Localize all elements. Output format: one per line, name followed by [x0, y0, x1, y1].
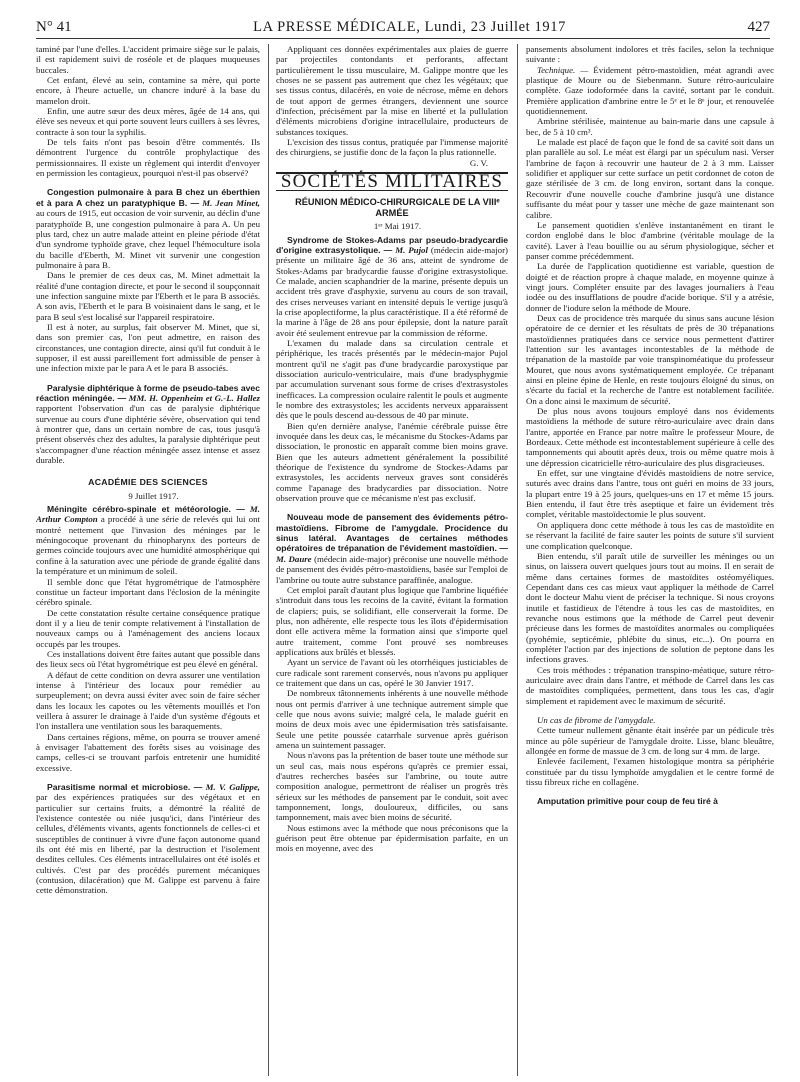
paragraph: Deux cas de procidence très marquée du sinus sans aucune lésion opératoire de ce dernier et les résultats de près de 30 trépanations mastoïdiennes pratiquées dans ce service nous permettent d'attirer l'attention sur les avantages incontestables de la méthode de trépanation de la mastoïde par voie transpinoméatique du professeur Mouret, que nous avons systématiquement employée. Ce trépanant ainsi en pleine épine de Henle, en reste toujours éloigné du sinus, on s'écarte du facial et la recherche de l'antre est notablement facilitée. On a donc ainsi le maximum de sécurité. — [526, 312, 774, 406]
section-heading: ACADÉMIE DES SCIENCES — [88, 477, 208, 488]
page-number: 427 — [747, 18, 770, 35]
article-author: M. Jean Minet, — [202, 197, 260, 208]
session-date: 1ᵉʳ Mai 1917. — [373, 221, 422, 232]
paragraph: Le malade est placé de façon que le fond de sa cavité soit dans un plan parallèle au sol. Le méat est élargi par un spéculum nasi. Verser l'ambrine de façon à recouvrir une hauteur de 2 à 3 mm. Laisser solidifier et appliquer sur cette surface un petit cordonnet de coton de gaze stérilisée de 3 cm. de long environ, sortant dans la conque. Recouvrir d'une nouvelle couche d'ambrine jusqu'à une distance suffisante du méat pour y tasser une mèche de gaze maintenant son calibre. — [526, 137, 774, 220]
paragraph: Nous estimons avec la méthode que nous préconisons que la guérison peut être obtenue par épidermisation parfaite, en un mois en moyenne, avec des — [276, 822, 508, 854]
meeting-heading: RÉUNION MÉDICO-CHIRURGICALE DE LA VIIIᵉ ARMÉE — [295, 197, 500, 218]
paragraph: Ayant un service de l'avant où les otorrhéiques justiciables de cure radicale sont rarement conservés, nous n'avons pu appliquer ce traitement que dans un cas, opéré le 30 Janvier 1917. — [276, 657, 508, 688]
article-author: M. Daure — [276, 553, 312, 564]
paragraph: De cette constatation résulte certaine conséquence pratique dont il y a lieu de tenir compte relativement à l'installation de nouveaux camps ou à l'aménagement des anciens locaux occupés par les troupes. — [36, 607, 260, 649]
paragraph: Dans certaines régions, même, on pourra se trouver amené à envisager l'abattement des forêts sises au voisinage des camps, celles-ci se trouvant parfois entretenir une humidité excessive. — [36, 731, 260, 773]
article-title: Parasitisme normal et microbiose. — — [47, 782, 203, 793]
paragraph: Ces trois méthodes : trépanation transpino-méatique, suture rétro-auriculaire avec drain dans l'antre, et méthode de Carrel dans les cas de mastoïdites compliquées, permettent, dans tous les cas, d'agir simplement et rapidement avec le maximum de sécurité. — [526, 664, 774, 706]
subsection-title: Un cas de fibrome de l'amygdale. — [537, 715, 656, 725]
article-title: Nouveau mode de pansement des évidements pétro-mastoïdiens. Fibrome de l'amygdale. Procidence du sinus latéral. Avantages de certaines méthodes opératoires de trépanation de l'évidement mastoïdien. — — [276, 512, 508, 554]
article-author: MM. H. Oppenheim et G.-L. Hallez — [128, 393, 260, 403]
signature: G. V. — [469, 157, 488, 168]
column-divider — [268, 44, 269, 1076]
column-middle — [276, 44, 508, 1076]
article — [276, 235, 508, 338]
article-text: (médecin aide-major) préconise une nouvelle méthode de pansement des évidés pétro-mastoïdiens, basée sur l'emploi de l'ambrine ou toute autre substance paraffinée, analogue. — [276, 553, 508, 585]
paragraph: taminé par l'une d'elles. L'accident primaire siège sur le palais, il est rapidement suivi de roséole et de plaques muqueuses buccales. — [36, 44, 260, 75]
paragraph: Dans le premier de ces deux cas, M. Minet admettait la réalité d'une contagion directe, et pour le second il soupçonnait une infection sanguine mixte par l'Eberth et le para B associés. A son avis, l'Eberth et le para B voisinaient dans le sang, et le para B seul s'est localisé sur l'appareil respiratoire. — [36, 270, 260, 322]
article-author: M. Pujol — [395, 244, 428, 255]
article — [526, 796, 774, 806]
article — [36, 187, 260, 270]
paragraph: Enlevée facilement, l'examen histologique montra sa périphérie constituée par du tissu lymphoïde amygdalien et le centre formé de tissu fibreux riche en collagène. — [526, 756, 774, 788]
article-title: Paralysie diphtérique à forme de pseudo-tabes avec réaction méningée. — — [36, 382, 260, 403]
article-author: M. Arthur Compton — [36, 504, 260, 525]
paragraph: De tels faits n'ont pas besoin d'être commentés. Ils démontrent l'urgence du contrôle prophylactique des permissionnaires. Il existe un règlement qui interdit d'envoyer en permission les contagieux, pourquoi n'est-il pas observé? — [36, 137, 260, 179]
article — [36, 782, 260, 896]
paragraph — [526, 65, 774, 117]
issue-number: N° 41 — [36, 18, 72, 35]
paragraph-text: Évidement pétro-mastoïdien, méat agrandi avec plastique de Moure ou de Siebenmann. Suture rétro-auriculaire complète. Gaze iodoformée dans la cavité, sortant par le conduit. Première application d'ambrine entre le 5ᵉ et le 8ᵉ jour, et renouvelée quotidiennement. — [526, 64, 774, 117]
journal-title: LA PRESSE MÉDICALE, Lundi, 23 Juillet 1917 — [253, 18, 566, 35]
paragraph: De plus nous avons toujours employé dans nos évidements mastoïdiens la méthode de suture rétro-auriculaire avec drain dans l'antre, apportée en France par notre maître le professeur Moure, de Bordeaux. Cette méthode est incontestablement supérieure à celle des tamponnements qui aboutit après deux, trois ou même quatre mois à une dépression cicatricielle rétro-auriculaire des plus disgracieuses. — [526, 406, 774, 468]
column-left — [36, 44, 260, 1076]
paragraph-label: Technique. — — [537, 64, 589, 75]
column-divider — [517, 44, 518, 1076]
article-text: (médecin aide-major) présente un militaire âgé de 36 ans, atteint de syndrome de Stokes-Adams par bradycardie fausse d'origine extrasystolique. Ce malade, ancien scaphandrier de la marine, présente depuis un accident très grave d'asphyxie, survenu au cours de son travail, des crises nerveuses variant en intensité depuis le vertige jusqu'à la crise apoplectiforme, la plus caractéristique. Il a été réformé de la marine à l'âge de 28 ans pour épilepsie, dont la nature paraît avoir été seulement entrevue par la commission de réforme. — [276, 244, 508, 338]
paragraph: Le pansement quotidien s'enlève instantanément en tirant le cordon englobé dans le bloc d'ambrine (véritable moulage de la cavité). Laver à l'eau bouillie ou au sérum physiologique, sécher et panser comme précédemment. — [526, 219, 774, 261]
column-right — [526, 44, 774, 1076]
paragraph: On appliquera donc cette méthode à tous les cas de mastoïdite en se réservant la facilité de faire sauter les points de suture s'il survient une complication quelconque. — [526, 519, 774, 551]
paragraph: A défaut de cette condition on devra assurer une ventilation intense à l'intérieur des locaux pour remédier au surpeuplement; on devra aussi éviter avec soin de faire sécher dans les locaux les capotes ou les vêtements mouillés et l'on veillera à assurer le drainage à l'aide d'un système d'égouts et l'on installera une ventilation sous les baraquements. — [36, 669, 260, 732]
paragraph: Cet emploi paraît d'autant plus logique que l'ambrine liquéfiée s'introduit dans tous les recoins de la cavité, évitant la formation de clapiers; puis, se solidifiant, elle conserverait la forme. De plus, non adhérente, elle respecte tous les îlots d'épidermisation dont elle activera même la formation ainsi que s'importe quel autre traitement, comme l'ont prouvé ses nombreuses applications aux brûlés et blessés. — [276, 584, 508, 657]
section-title: SOCIÉTÉS MILITAIRES — [276, 172, 508, 191]
paragraph: pansements absolument indolores et très faciles, selon la technique suivante : — [526, 44, 774, 65]
article-title: Amputation primitive pour coup de feu tiré à — [537, 796, 718, 807]
paragraph: Il est à noter, au surplus, fait observer M. Minet, que si, dans son premier cas, l'on peut admettre, en raison des circonstances, une contagion directe, ainsi qu'il fut conduit à le supposer, il est aussi pareillement fort admissible de penser à une infection mixte par le para A et le para B associés. — [36, 321, 260, 374]
paragraph: Cet enfant, élevé au sein, contamine sa mère, qui porte encore, à l'heure actuelle, un chancre induré à la base du mamelon droit. — [36, 75, 260, 106]
article-title: Syndrome de Stokes-Adams par pseudo-bradycardie d'origine extrasystolique. — — [276, 234, 508, 255]
article-text: rapportent l'observation d'un cas de paralysie diphtérique survenue au cours d'une diphtérie sévère, observation qui tend à montrer que, dans un certain nombre de cas, tous jusqu'à présent observés chez des adultes, la paralysie diphtérique peut s'accompagner d'une réaction méningée assez intense et assez durable. — [36, 403, 260, 466]
paragraph: La durée de l'application quotidienne est variable, question de doigté et de réaction propre à chaque malade, en moyenne quinze à vingt jours. Compléter ensuite par des lavages journaliers à l'eau iodée ou des insufflations de poudre d'acide borique. S'il y a atrésie, donner de l'iodure selon la méthode de Moure. — [526, 261, 774, 313]
article-title: Méningite cérébro-spinale et météorologie. — — [47, 504, 245, 515]
paragraph: Ces installations doivent être faites autant que possible dans des lieux secs où l'état hygrométrique est peu élevé en général. — [36, 648, 260, 670]
article — [36, 383, 260, 466]
session-date: 9 Juillet 1917. — [128, 490, 179, 501]
article-text: a procédé à une série de relevés qui lui ont montré nettement que l'invasion des méninges par le méningocoque provenant du rhinopharynx des porteurs de germes coïncide toujours avec une humidité atmosphérique qui confine à la saturation avec une période de grande égalité dans la température et un minimum de soleil. — [36, 514, 260, 577]
paragraph: L'excision des tissus contus, pratiquée par l'immense majorité des chirurgiens, se justifie donc de la façon la plus rationnelle. — [276, 137, 508, 158]
paragraph: L'examen du malade dans sa circulation centrale et périphérique, les tracés présentés par le médecin-major Pujol montrent qu'il ne s'agit pas d'une bradycardie paroxystique par dissociation auriculo-ventriculaire, mais d'une bradysphygmie par accumulation survenant sous forme de crises d'extrasystoles inefficaces. La compression oculaire ralentit le pouls et augmente le nombre des extrasystoles; les accidents nerveux apparaissent dès que le pouls descend au-dessous de 40 par minute. — [276, 337, 508, 421]
article-title: Congestion pulmonaire à para B chez un éberthien et à para A chez un paratyphique B. — — [36, 187, 260, 208]
paragraph: De nombreux tâtonnements inhérents à une nouvelle méthode nous ont permis d'arriver à une technique autrement simple que celle que nous avons suivie; malgré cela, le malade guérit en moins de deux mois avec une épidermisation très satisfaisante. Seule une petite poussée catarrhale survenue après guérison amena un suintement passager. — [276, 688, 508, 750]
paragraph: Bien entendu, s'il paraît utile de surveiller les méninges ou un sinus, on laissera ouvert quelques jours tout au moins. Il en serait de même dans certaines formes de mastoïdites ostéomyéliques. Cependant dans ces cas mieux vaut appliquer la méthode de Carrel dont le docteur Mahu vient de préciser la technique. Si nous croyons inutile et fastidieux de l'étendre à tous les cas de mastoïdites, en revanche nous estimons que la méthode de Carrel peut devenir précieuse dans les formes de mastoïdites anormales ou compliquées (pyohémie, septicémie, phlébite du sinus, etc...). On pourra en compléter l'action par des injections de solution de peptone dans les infections graves. — [526, 550, 774, 665]
paragraph: Appliquant ces données expérimentales aux plaies de guerre par projectiles contondants et perforants, affectant particulièrement le tissu musculaire, M. Galippe montre que les choses ne se passent pas autrement que chez les végétaux; que ses tissus contus, dilacérés, en voie de nécrose, même en dehors de tout apport de germes étrangers, deviennent une source d'infection, précisément par la mise en liberté et la pullulation d'éléments microbiens d'origine intracellulaire, producteurs de substances toxiques. — [276, 44, 508, 137]
paragraph: Bien qu'en dernière analyse, l'anémie cérébrale puisse être invoquée dans les deux cas, le mécanisme du Stockes-Adams par dissociation, le pronostic en apparaît comme bien moins grave. Bien que les auteurs admettent généralement la possibilité théorique de l'existence du syndrome de Stockes-Adams par extrasystoles, les accidents nerveux graves sont considérés comme l'apanage des bradycardies par dissociation. Notre observation prouve que ce mécanisme n'est pas exclusif. — [276, 420, 508, 504]
article-author: M. V. Galippe, — [205, 782, 260, 793]
paragraph: En effet, sur une vingtaine d'évidés mastoïdiens de notre service, suturés avec drains dans l'antre, tous ont guéri en moins de 33 jours, la plupart entre 19 à 25 jours, quelques-uns en 17 et même 15 jours. Bien entendu, il faut être très aseptique et faire un évidement très complet, véritable mastoïdectomie le plus souvent. — [526, 468, 774, 520]
article — [276, 512, 508, 584]
article-text: au cours de 1915, eut occasion de voir survenir, au déclin d'une paratyphoïde B, une congestion pulmonaire à para A. Un peu plus tard, chez un autre malade atteint en pleine période d'état d'un syndrome typhoïde grave, chez lequel l'hémoculture isola du bacille d'Eberth, M. Minet vit survenir une congestion pulmonaire à para B. — [36, 208, 260, 270]
article-text: par des expériences pratiquées sur des végétaux et en particulier sur certains fruits, a démontré la réalité de l'existence contestée ou niée jusqu'ici, dans l'intérieur des cellules, d'éléments vivants, agents fonctionnels de celles-ci et susceptibles de continuer à vivre d'une façon autonome quand ils ont été mis en liberté, par la destruction et l'isolement desdites cellules. Ces éléments intracellulaires ont été isolés et cultivés. C'est par des procédés purement mécaniques (contusion, dilacération) que M. Galippe est parvenu à faire cette démonstration. — [36, 792, 260, 896]
paragraph: Il semble donc que l'état hygrométrique de l'atmosphère constitue un facteur important dans l'éclosion de la méningite cérébro spinale. — [36, 576, 260, 608]
article — [36, 504, 260, 576]
paragraph: Nous n'avons pas la prétention de baser toute une méthode sur un seul cas, mais nous espérons qu'après ce premier essai, d'autres recherches basées sur l'ambrine, ou toute autre composition analogue, permettront de réaliser un progrès très sérieux sur les méthodes de pansement par le conduit, soit avec tamponnement, longs, douloureux, difficiles, ou sans tamponnement, mais avec bien moins de sécurité. — [276, 750, 508, 823]
paragraph: Enfin, une autre sœur des deux mères, âgée de 14 ans, qui élève ses neveux et qui porte souvent leurs cuillers à ses lèvres, contracte à son tour la syphilis. — [36, 106, 260, 137]
paragraph: Cette tumeur nullement gênante était insérée par un pédicule très mince au pôle supérieur de l'amygdale droite. Lisse, blanc bleuâtre, allongée en forme de massue de 3 cm. de long sur 4 mm. de large. — [526, 725, 774, 757]
paragraph: Ambrine stérilisée, maintenue au bain-marie dans une capsule à bec, de 5 à 10 cm³. — [526, 116, 774, 137]
page-header — [36, 16, 770, 39]
